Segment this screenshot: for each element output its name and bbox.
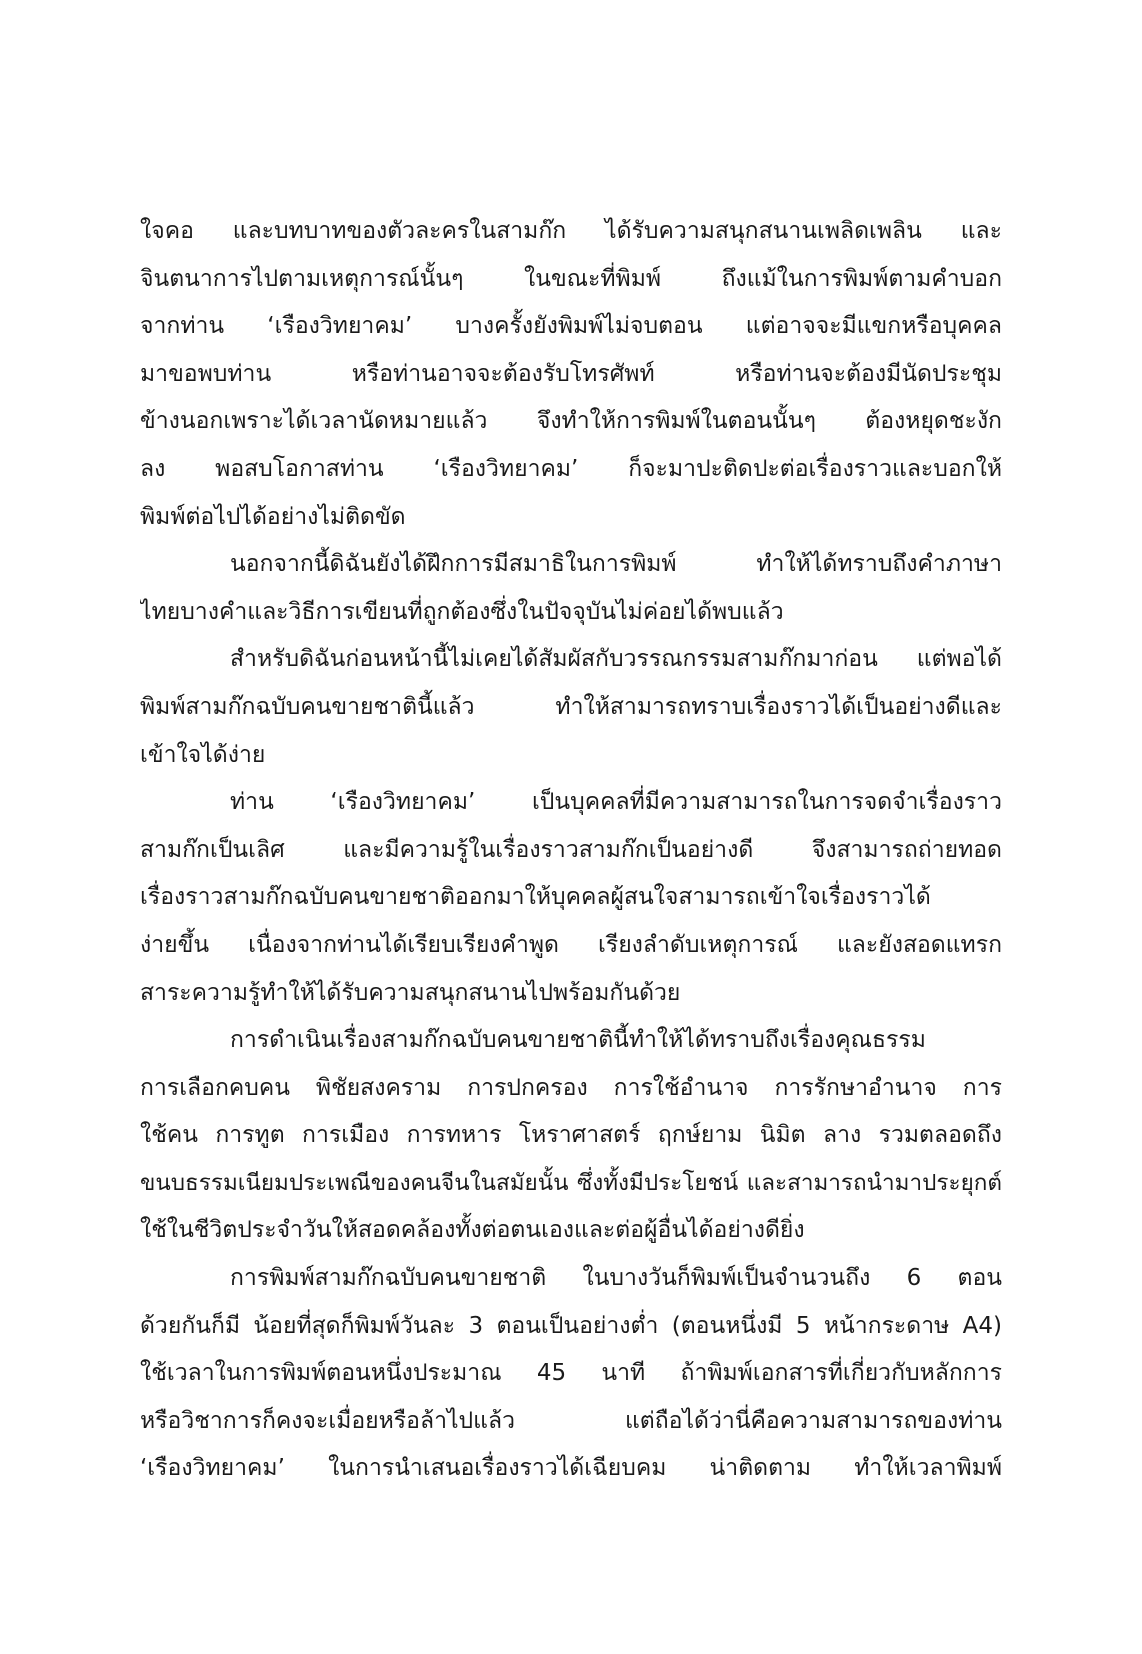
text-line: ขนบธรรมเนียมประเพณีของคนจีนในสมัยนั้น ซึ่งทั้งมีประโยชน์ และสามารถนำมาประยุกต์ [140,1169,1002,1196]
text-line: ใจคอ และบทบาทของตัวละครในสามก๊ก ได้รับความสนุกสนานเพลิดเพลิน และ [140,218,1002,244]
paragraph-first-line: การดำเนินเรื่องสามก๊กฉบับคนขายชาตินี้ทำให้ได้ทราบถึงเรื่องคุณธรรม [230,1027,926,1054]
paragraph-first-line: การพิมพ์สามก๊กฉบับคนขายชาติ ในบางวันก็พิมพ์เป็นจำนวนถึง 6 ตอน [230,1265,1002,1292]
paragraph-first-line: ท่าน ‘เรืองวิทยาคม’ เป็นบุคคลที่มีความสามารถในการจดจำเรื่องราว [230,789,1002,816]
text-line: สามก๊กเป็นเลิศ และมีความรู้ในเรื่องราวสามก๊กเป็นอย่างดี จึงสามารถถ่ายทอด [140,836,1002,863]
body-text [140,208,1002,1493]
text-line: การเลือกคบคน พิชัยสงคราม การปกครอง การใช้อำนาจ การรักษาอำนาจ การ [140,1074,1002,1101]
text-line: เข้าใจได้ง่าย [140,741,266,768]
text-line: สาระความรู้ทำให้ได้รับความสนุกสนานไปพร้อมกันด้วย [140,979,681,1006]
text-line: ง่ายขึ้น เนื่องจากท่านได้เรียบเรียงคำพูด เรียงลำดับเหตุการณ์ และยังสอดแทรก [140,931,1002,958]
text-line: พิมพ์ต่อไปได้อย่างไม่ติดขัด [140,503,406,530]
text-line: ใช้เวลาในการพิมพ์ตอนหนึ่งประมาณ 45 นาที ถ้าพิมพ์เอกสารที่เกี่ยวกับหลักการ [140,1360,1002,1387]
text-line: จินตนาการไปตามเหตุการณ์นั้นๆ ในขณะที่พิมพ์ ถึงแม้ในการพิมพ์ตามคำบอก [140,265,1002,292]
text-line: พิมพ์สามก๊กฉบับคนขายชาตินี้แล้ว ทำให้สามารถทราบเรื่องราวได้เป็นอย่างดีและ [140,693,1002,720]
paragraph-first-line: นอกจากนี้ดิฉันยังได้ฝึกการมีสมาธิในการพิมพ์ ทำให้ได้ทราบถึงคำภาษา [230,551,1002,578]
text-line: ข้างนอกเพราะได้เวลานัดหมายแล้ว จึงทำให้การพิมพ์ในตอนนั้นๆ ต้องหยุดชะงัก [140,408,1002,435]
text-line: จากท่าน ‘เรืองวิทยาคม’ บางครั้งยังพิมพ์ไม่จบตอน แต่อาจจะมีแขกหรือบุคคล [140,313,1002,340]
text-line: ‘เรืองวิทยาคม’ ในการนำเสนอเรื่องราวได้เฉียบคม น่าติดตาม ทำให้เวลาพิมพ์ [140,1455,1002,1482]
text-line: เรื่องราวสามก๊กฉบับคนขายชาติออกมาให้บุคคลผู้สนใจสามารถเข้าใจเรื่องราวได้ [140,884,931,911]
text-line: ไทยบางคำและวิธีการเขียนที่ถูกต้องซึ่งในปัจจุบันไม่ค่อยได้พบแล้ว [140,598,784,625]
text-line: ลง พอสบโอกาสท่าน ‘เรืองวิทยาคม’ ก็จะมาปะติดปะต่อเรื่องราวและบอกให้ [140,455,1002,482]
text-line: ด้วยกันก็มี น้อยที่สุดก็พิมพ์วันละ 3 ตอนเป็นอย่างต่ำ (ตอนหนึ่งมี 5 หน้ากระดาษ A4) [140,1312,1002,1339]
text-line: มาขอพบท่าน หรือท่านอาจจะต้องรับโทรศัพท์ หรือท่านจะต้องมีนัดประชุม [140,360,1002,387]
text-line: หรือวิชาการก็คงจะเมื่อยหรือล้าไปแล้ว แต่ถือได้ว่านี่คือความสามารถของท่าน [140,1407,1002,1434]
text-line: ใช้ในชีวิตประจำวันให้สอดคล้องทั้งต่อตนเองและต่อผู้อื่นได้อย่างดียิ่ง [140,1217,805,1244]
paragraph-first-line: สำหรับดิฉันก่อนหน้านี้ไม่เคยได้สัมผัสกับวรรณกรรมสามก๊กมาก่อน แต่พอได้ [230,646,1002,673]
text-line: ใช้คน การทูต การเมือง การทหาร โหราศาสตร์ ฤกษ์ยาม นิมิต ลาง รวมตลอดถึง [140,1122,1002,1149]
